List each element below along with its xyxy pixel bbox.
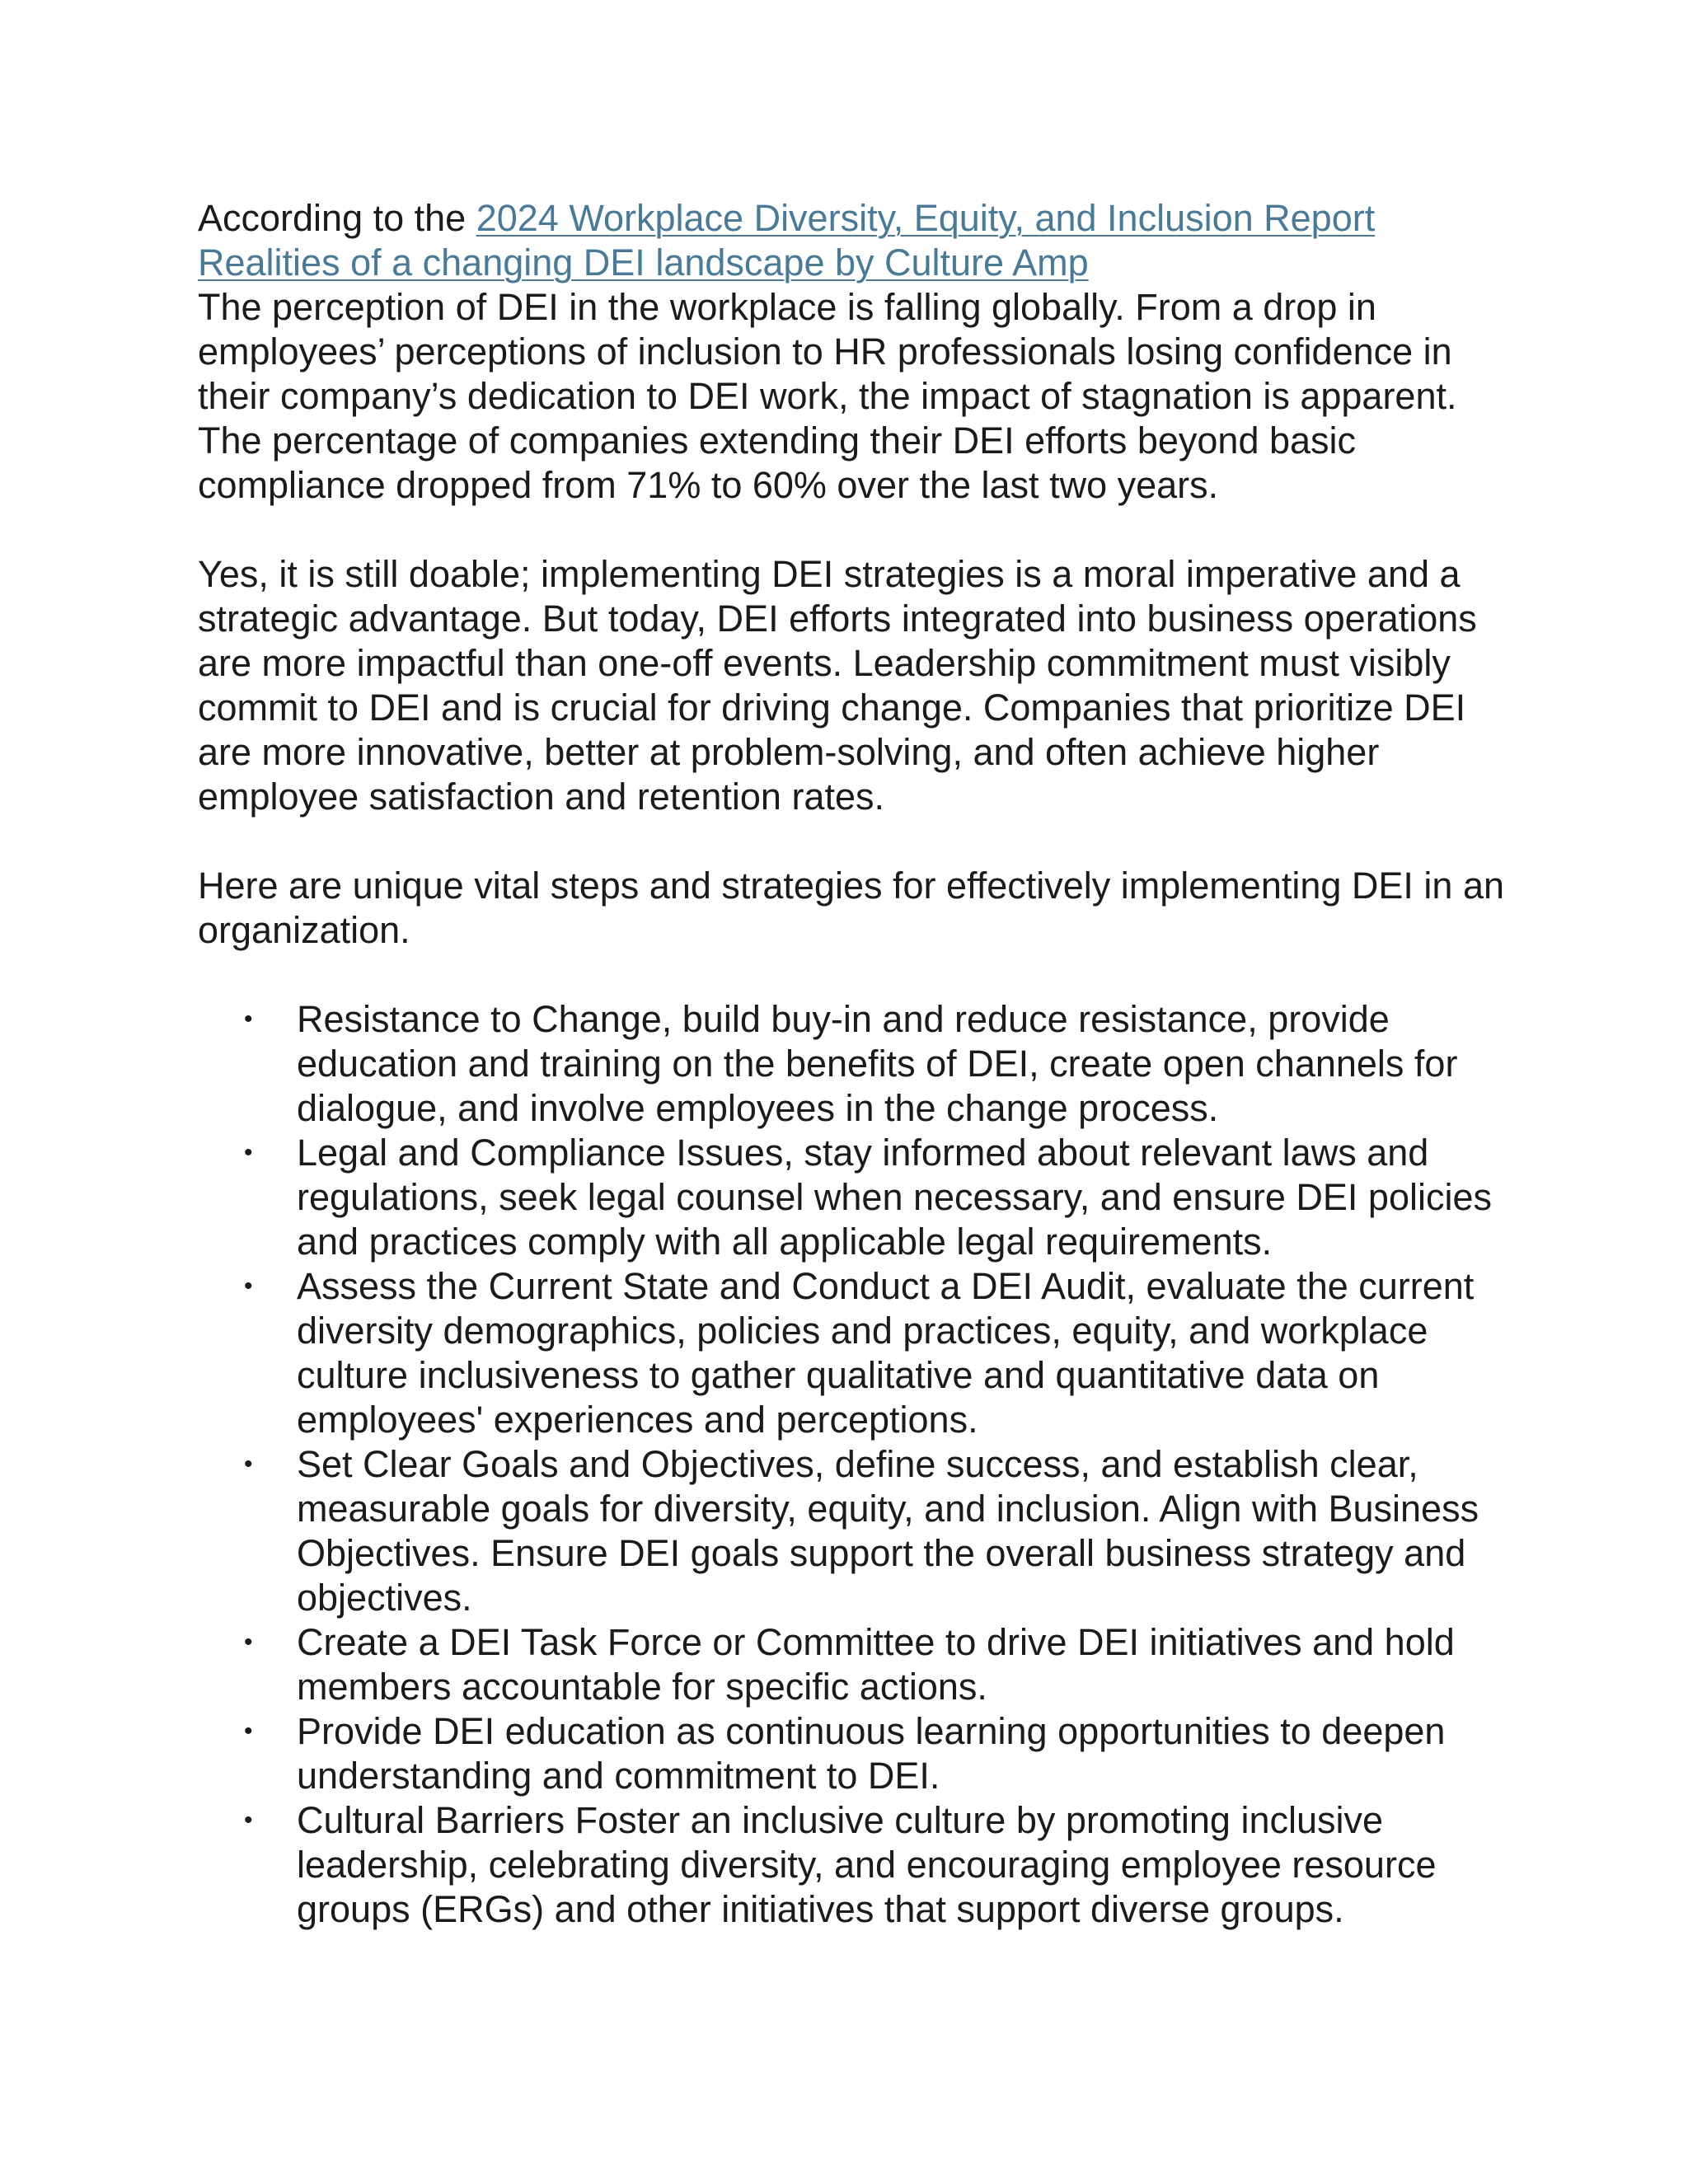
paragraph-spacer bbox=[198, 819, 1517, 864]
list-item bbox=[198, 1709, 1517, 1798]
bullet-icon: • bbox=[244, 1629, 253, 1656]
bullet-icon: • bbox=[244, 1005, 253, 1033]
list-item-text: Resistance to Change, build buy-in and reduce resistance, provide education and training on the benefits of DEI, create open channels for dialogue, and involve employees in the change process. bbox=[297, 998, 1458, 1129]
list-item-text: Create a DEI Task Force or Committee to drive DEI initiatives and hold members accountable for specific actions. bbox=[297, 1621, 1455, 1708]
list-item-text: Provide DEI education as continuous learning opportunities to deepen understanding and commitment to DEI. bbox=[297, 1710, 1446, 1797]
list-item bbox=[198, 1442, 1517, 1620]
paragraph-spacer bbox=[198, 508, 1517, 552]
list-item-text: Set Clear Goals and Objectives, define success, and establish clear, measurable goals for diversity, equity, and inclusion. Align with Business Objectives. Ensure DEI goals support the overall business strategy and objectives. bbox=[297, 1443, 1479, 1619]
paragraph-perception: The perception of DEI in the workplace is falling globally. From a drop in employees’ perceptions of inclusion to HR professionals losing confidence in their company’s dedication to DEI work, the impact of stagnation is apparent. The percentage of companies extending their DEI efforts beyond basic compliance dropped from 71% to 60% over the last two years. bbox=[198, 286, 1457, 506]
intro-prefix: According to the bbox=[198, 197, 476, 239]
list-item bbox=[198, 1620, 1517, 1709]
paragraph-steps-intro: Here are unique vital steps and strategies for effectively implementing DEI in an organization. bbox=[198, 865, 1504, 951]
bullet-icon: • bbox=[244, 1807, 253, 1834]
list-item bbox=[198, 997, 1517, 1131]
list-item bbox=[198, 1131, 1517, 1264]
list-item-text: Cultural Barriers Foster an inclusive culture by promoting inclusive leadership, celebrating diversity, and encouraging employee resource groups (ERGs) and other initiatives that support diverse groups. bbox=[297, 1799, 1437, 1930]
bullet-icon: • bbox=[244, 1451, 253, 1478]
intro-line bbox=[198, 196, 1517, 285]
bullet-icon: • bbox=[244, 1272, 253, 1300]
paragraph-doable: Yes, it is still doable; implementing DEI strategies is a moral imperative and a strategic advantage. But today, DEI efforts integrated into business operations are more impactful than one-off events. Leadership commitment must visibly commit to DEI and is crucial for driving change. Companies that prioritize DEI are more innovative, better at problem-solving, and often achieve higher employee satisfaction and retention rates. bbox=[198, 553, 1477, 818]
list-item-text: Legal and Compliance Issues, stay informed about relevant laws and regulations, seek legal counsel when necessary, and ensure DEI policies and practices comply with all applicable legal requirements. bbox=[297, 1132, 1492, 1263]
document-page bbox=[198, 196, 1517, 1932]
report-link-line2: Realities of a changing DEI landscape by Culture Amp bbox=[198, 241, 1089, 284]
list-item-text: Assess the Current State and Conduct a DEI Audit, evaluate the current diversity demographics, policies and practices, equity, and workplace culture inclusiveness to gather qualitative and quantitative data on employees' experiences and perceptions. bbox=[297, 1265, 1475, 1441]
paragraph-spacer bbox=[198, 953, 1517, 997]
report-link-line1: 2024 Workplace Diversity, Equity, and Inclusion Report bbox=[476, 197, 1376, 239]
bullet-icon: • bbox=[244, 1139, 253, 1166]
bullet-icon: • bbox=[244, 1718, 253, 1745]
list-item bbox=[198, 1264, 1517, 1442]
list-item bbox=[198, 1798, 1517, 1932]
steps-list bbox=[198, 997, 1517, 1932]
